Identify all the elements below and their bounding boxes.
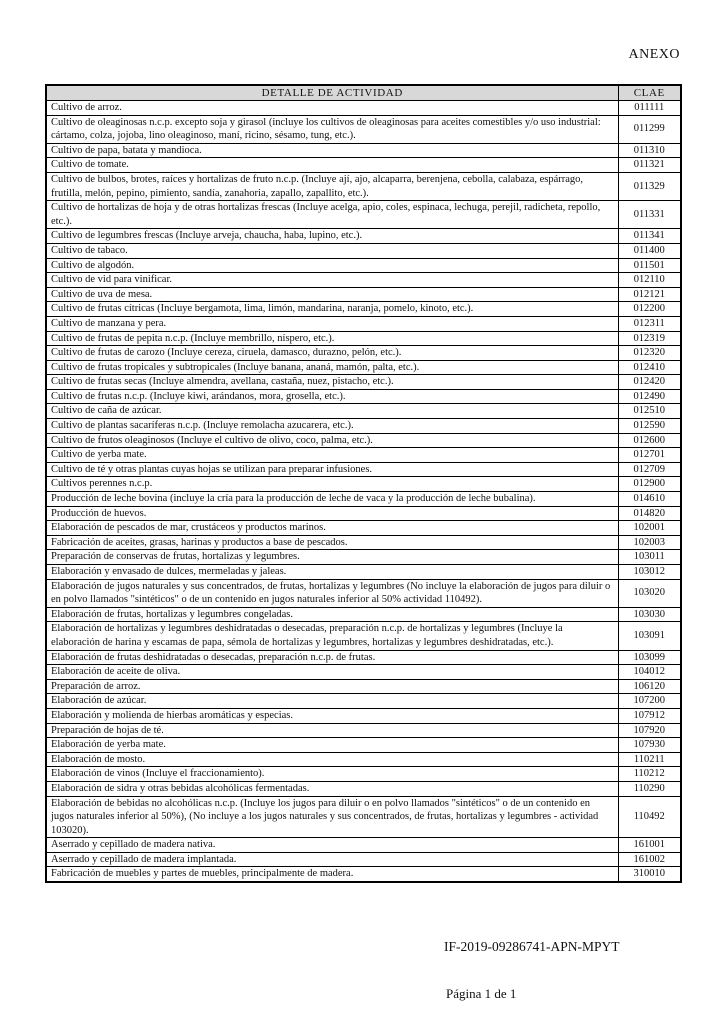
clae-code-cell: 012701 bbox=[618, 448, 681, 463]
activity-detail-cell: Elaboración de azúcar. bbox=[46, 694, 618, 709]
table-row bbox=[46, 723, 681, 738]
clae-code-cell: 107920 bbox=[618, 723, 681, 738]
clae-code-cell: 011299 bbox=[618, 115, 681, 143]
clae-code-cell: 011400 bbox=[618, 243, 681, 258]
table-row bbox=[46, 506, 681, 521]
table-row bbox=[46, 694, 681, 709]
activity-detail-cell: Cultivo de frutos oleaginosos (Incluye el cultivo de olivo, coco, palma, etc.). bbox=[46, 433, 618, 448]
clae-code-cell: 107200 bbox=[618, 694, 681, 709]
clae-code-cell: 110492 bbox=[618, 796, 681, 838]
activity-detail-cell: Elaboración de yerba mate. bbox=[46, 738, 618, 753]
clae-code-cell: 107930 bbox=[618, 738, 681, 753]
table-row bbox=[46, 172, 681, 200]
table-row bbox=[46, 143, 681, 158]
activity-detail-cell: Preparación de arroz. bbox=[46, 679, 618, 694]
table-row bbox=[46, 448, 681, 463]
activity-detail-cell: Cultivo de arroz. bbox=[46, 101, 618, 116]
clae-code-cell: 011310 bbox=[618, 143, 681, 158]
page-number: Página 1 de 1 bbox=[446, 986, 517, 1001]
clae-code-cell: 011321 bbox=[618, 158, 681, 173]
table-row bbox=[46, 287, 681, 302]
table-body bbox=[46, 101, 681, 883]
clae-code-cell: 012600 bbox=[618, 433, 681, 448]
activity-detail-cell: Cultivo de algodón. bbox=[46, 258, 618, 273]
clae-code-cell: 012200 bbox=[618, 302, 681, 317]
table-row bbox=[46, 767, 681, 782]
activity-table bbox=[45, 84, 682, 883]
activity-detail-cell: Fabricación de muebles y partes de muebles, principalmente de madera. bbox=[46, 867, 618, 882]
activity-detail-cell: Elaboración y molienda de hierbas aromáticas y especias. bbox=[46, 708, 618, 723]
clae-code-cell: 310010 bbox=[618, 867, 681, 882]
clae-code-cell: 012900 bbox=[618, 477, 681, 492]
activity-detail-cell: Elaboración de frutas deshidratadas o desecadas, preparación n.c.p. de frutas. bbox=[46, 650, 618, 665]
clae-code-cell: 106120 bbox=[618, 679, 681, 694]
clae-code-cell: 012320 bbox=[618, 346, 681, 361]
clae-code-cell: 102001 bbox=[618, 521, 681, 536]
activity-detail-cell: Cultivo de frutas tropicales y subtropicales (Incluye banana, ananá, mamón, palta, etc.). bbox=[46, 360, 618, 375]
clae-code-cell: 011329 bbox=[618, 172, 681, 200]
clae-code-cell: 012311 bbox=[618, 316, 681, 331]
clae-code-cell: 012420 bbox=[618, 375, 681, 390]
clae-code-cell: 014610 bbox=[618, 492, 681, 507]
clae-code-cell: 011501 bbox=[618, 258, 681, 273]
activity-detail-cell: Cultivo de hortalizas de hoja y de otras hortalizas frescas (Incluye acelga, apio, coles, espinaca, lechuga, perejil, radicheta, repollo, etc.). bbox=[46, 201, 618, 229]
activity-detail-cell: Cultivo de tomate. bbox=[46, 158, 618, 173]
table-row bbox=[46, 375, 681, 390]
table-row bbox=[46, 852, 681, 867]
clae-code-cell: 014820 bbox=[618, 506, 681, 521]
activity-detail-cell: Elaboración de hortalizas y legumbres deshidratadas o desecadas, preparación n.c.p. de hortalizas y legumbres (Incluye la elaboración de harina y escamas de papa, sémola de hortalizas y legumbres, hortalizas y legumbres deshidratadas, etc.). bbox=[46, 622, 618, 650]
activity-detail-cell: Elaboración de jugos naturales y sus concentrados, de frutas, hortalizas y legumbres (No incluye la elaboración de jugos para diluir o en polvo llamados "sintéticos" o de un contenido en jugos naturales inferior al 50% actividad 110492). bbox=[46, 579, 618, 607]
activity-detail-cell: Cultivo de caña de azúcar. bbox=[46, 404, 618, 419]
table-row bbox=[46, 229, 681, 244]
table-row bbox=[46, 708, 681, 723]
clae-code-cell: 012590 bbox=[618, 419, 681, 434]
activity-detail-cell: Cultivo de manzana y pera. bbox=[46, 316, 618, 331]
activity-detail-cell: Cultivo de oleaginosas n.c.p. excepto soja y girasol (incluye los cultivos de oleaginosas para aceites comestibles y/o uso industrial: cártamo, colza, jojoba, lino oleaginoso, maní, ricino, sésamo, tung, etc.). bbox=[46, 115, 618, 143]
table-row bbox=[46, 462, 681, 477]
activity-detail-cell: Cultivo de frutas de carozo (Incluye cereza, ciruela, damasco, durazno, pelón, etc.). bbox=[46, 346, 618, 361]
table-row bbox=[46, 115, 681, 143]
activity-detail-cell: Cultivo de frutas secas (Incluye almendra, avellana, castaña, nuez, pistacho, etc.). bbox=[46, 375, 618, 390]
activity-detail-cell: Elaboración de frutas, hortalizas y legumbres congeladas. bbox=[46, 607, 618, 622]
table-row bbox=[46, 258, 681, 273]
table-row bbox=[46, 752, 681, 767]
activity-detail-cell: Cultivo de bulbos, brotes, raíces y hortalizas de fruto n.c.p. (Incluye ají, ajo, alcaparra, berenjena, cebolla, calabaza, espárrago, frutilla, melón, pepino, pimiento, sandía, zanahoria, zapallo, zapallito, etc.). bbox=[46, 172, 618, 200]
activity-detail-cell: Cultivo de frutas cítricas (Incluye bergamota, lima, limón, mandarina, naranja, pomelo, kinoto, etc.). bbox=[46, 302, 618, 317]
activity-detail-cell: Elaboración de bebidas no alcohólicas n.c.p. (Incluye los jugos para diluir o en polvo llamados "sintéticos" o de un contenido en jugos naturales inferior al 50%), (No incluye a los jugos naturales y sus concentrados, de frutas, hortalizas y legumbres - actividad 103020). bbox=[46, 796, 618, 838]
table-row bbox=[46, 302, 681, 317]
activity-detail-cell: Cultivo de legumbres frescas (Incluye arveja, chaucha, haba, lupino, etc.). bbox=[46, 229, 618, 244]
activity-detail-cell: Producción de huevos. bbox=[46, 506, 618, 521]
table-row bbox=[46, 665, 681, 680]
table-row bbox=[46, 565, 681, 580]
clae-code-cell: 103099 bbox=[618, 650, 681, 665]
table-row bbox=[46, 535, 681, 550]
activity-detail-cell: Preparación de conservas de frutas, hortalizas y legumbres. bbox=[46, 550, 618, 565]
table-row bbox=[46, 867, 681, 882]
activity-detail-cell: Elaboración de aceite de oliva. bbox=[46, 665, 618, 680]
activity-detail-cell: Elaboración de sidra y otras bebidas alcohólicas fermentadas. bbox=[46, 781, 618, 796]
clae-code-cell: 110212 bbox=[618, 767, 681, 782]
activity-detail-cell: Preparación de hojas de té. bbox=[46, 723, 618, 738]
clae-code-cell: 103011 bbox=[618, 550, 681, 565]
table-row bbox=[46, 521, 681, 536]
table-row bbox=[46, 679, 681, 694]
table-row bbox=[46, 781, 681, 796]
table-row bbox=[46, 331, 681, 346]
activity-detail-cell: Elaboración de mosto. bbox=[46, 752, 618, 767]
clae-code-cell: 103030 bbox=[618, 607, 681, 622]
activity-detail-cell: Cultivo de papa, batata y mandioca. bbox=[46, 143, 618, 158]
table-row bbox=[46, 201, 681, 229]
table-row bbox=[46, 579, 681, 607]
clae-code-cell: 012410 bbox=[618, 360, 681, 375]
clae-code-cell: 103091 bbox=[618, 622, 681, 650]
activity-detail-cell: Cultivo de té y otras plantas cuyas hojas se utilizan para preparar infusiones. bbox=[46, 462, 618, 477]
clae-code-cell: 103020 bbox=[618, 579, 681, 607]
clae-code-cell: 012121 bbox=[618, 287, 681, 302]
table-row bbox=[46, 243, 681, 258]
table-row bbox=[46, 607, 681, 622]
clae-code-cell: 107912 bbox=[618, 708, 681, 723]
table-row bbox=[46, 738, 681, 753]
activity-detail-cell: Cultivo de plantas sacaríferas n.c.p. (Incluye remolacha azucarera, etc.). bbox=[46, 419, 618, 434]
activity-detail-cell: Cultivo de frutas n.c.p. (Incluye kiwi, arándanos, mora, grosella, etc.). bbox=[46, 389, 618, 404]
table-row bbox=[46, 492, 681, 507]
clae-code-cell: 012709 bbox=[618, 462, 681, 477]
activity-detail-cell: Fabricación de aceites, grasas, harinas y productos a base de pescados. bbox=[46, 535, 618, 550]
clae-code-cell: 011331 bbox=[618, 201, 681, 229]
clae-code-cell: 161001 bbox=[618, 838, 681, 853]
table-row bbox=[46, 273, 681, 288]
activity-detail-cell: Cultivo de yerba mate. bbox=[46, 448, 618, 463]
table-row bbox=[46, 650, 681, 665]
table-row bbox=[46, 316, 681, 331]
activity-detail-cell: Elaboración de vinos (Incluye el fraccionamiento). bbox=[46, 767, 618, 782]
table-row bbox=[46, 404, 681, 419]
table-row bbox=[46, 101, 681, 116]
activity-detail-cell: Cultivo de frutas de pepita n.c.p. (Incluye membrillo, níspero, etc.). bbox=[46, 331, 618, 346]
clae-code-cell: 110290 bbox=[618, 781, 681, 796]
table-row bbox=[46, 838, 681, 853]
activity-detail-cell: Cultivo de vid para vinificar. bbox=[46, 273, 618, 288]
clae-code-cell: 011341 bbox=[618, 229, 681, 244]
table-row bbox=[46, 622, 681, 650]
activity-detail-cell: Aserrado y cepillado de madera implantada. bbox=[46, 852, 618, 867]
table-row bbox=[46, 796, 681, 838]
activity-detail-cell: Aserrado y cepillado de madera nativa. bbox=[46, 838, 618, 853]
clae-code-cell: 161002 bbox=[618, 852, 681, 867]
table-row bbox=[46, 360, 681, 375]
activity-detail-cell: Elaboración de pescados de mar, crustáceos y productos marinos. bbox=[46, 521, 618, 536]
clae-code-cell: 011111 bbox=[618, 101, 681, 116]
clae-code-cell: 012510 bbox=[618, 404, 681, 419]
table-row bbox=[46, 550, 681, 565]
table-row bbox=[46, 433, 681, 448]
clae-code-cell: 110211 bbox=[618, 752, 681, 767]
clae-code-cell: 102003 bbox=[618, 535, 681, 550]
clae-code-cell: 012319 bbox=[618, 331, 681, 346]
clae-code-cell: 104012 bbox=[618, 665, 681, 680]
table-row bbox=[46, 346, 681, 361]
clae-code-cell: 012110 bbox=[618, 273, 681, 288]
table-header-row bbox=[46, 85, 681, 101]
table-row bbox=[46, 419, 681, 434]
column-header-detail: DETALLE DE ACTIVIDAD bbox=[46, 85, 618, 101]
activity-detail-cell: Cultivo de tabaco. bbox=[46, 243, 618, 258]
column-header-clae: CLAE bbox=[618, 85, 681, 101]
activity-detail-cell: Producción de leche bovina (incluye la cría para la producción de leche de vaca y la producción de leche bubalina). bbox=[46, 492, 618, 507]
table-row bbox=[46, 158, 681, 173]
clae-code-cell: 012490 bbox=[618, 389, 681, 404]
table-row bbox=[46, 477, 681, 492]
annex-label: ANEXO bbox=[628, 47, 680, 62]
activity-detail-cell: Cultivo de uva de mesa. bbox=[46, 287, 618, 302]
table-row bbox=[46, 389, 681, 404]
document-reference: IF-2019-09286741-APN-MPYT bbox=[444, 939, 620, 954]
activity-detail-cell: Elaboración y envasado de dulces, mermeladas y jaleas. bbox=[46, 565, 618, 580]
clae-code-cell: 103012 bbox=[618, 565, 681, 580]
activity-detail-cell: Cultivos perennes n.c.p. bbox=[46, 477, 618, 492]
